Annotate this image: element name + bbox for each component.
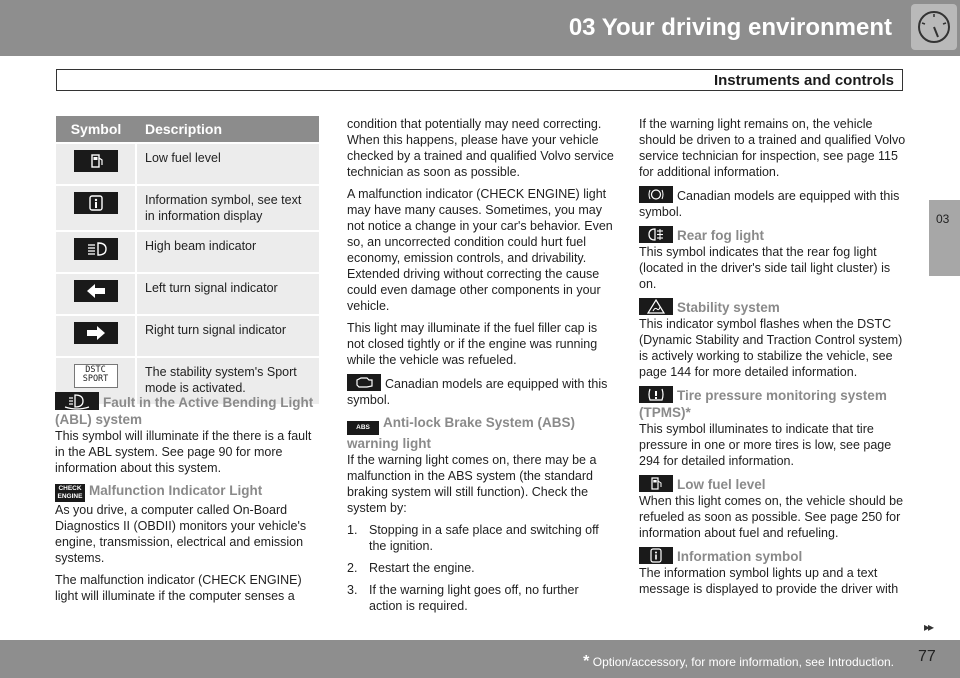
low-fuel-heading: Low fuel level — [639, 475, 907, 493]
fuel-pump-icon — [639, 475, 673, 492]
engine-icon — [347, 374, 381, 391]
table-cell-description: Low fuel level — [136, 143, 319, 185]
table-cell-description: Left turn signal indicator — [136, 273, 319, 315]
symbol-column-header: Symbol — [56, 116, 136, 143]
footnote: * Option/accessory, for more information, see Introduction. — [583, 653, 894, 670]
page-number: 77 — [918, 648, 936, 665]
information-icon — [74, 192, 118, 214]
table-cell-description: High beam indicator — [136, 231, 319, 273]
list-item: 2. Restart the engine. — [347, 561, 475, 575]
tpms-text: This symbol illuminates to indicate that tire pressure in one or more tires is low, see page 294 for detailed information. — [639, 422, 892, 468]
canadian-note: Canadian models are equipped with this symbol. — [347, 374, 615, 408]
list-item: 1. Stopping in a safe place and switching off the ignition. — [347, 523, 599, 553]
table-row — [56, 231, 319, 273]
table-cell-description: Right turn signal indicator — [136, 315, 319, 357]
description-column-header: Description — [136, 116, 319, 143]
paragraph: A malfunction indicator (CHECK ENGINE) light may have many causes. Sometimes, you may not notice a change in your car's behavior. Even so, an uncorrected condition could hurt fuel economy, emission controls, and drivability. Extended driving without correcting the cause could even damage other components in your vehicle. — [347, 187, 613, 313]
tpms-heading: Tire pressure monitoring system (TPMS)* — [639, 388, 887, 420]
abl-text: This symbol will illuminate if the there is a fault in the ABL system. See page 90 for more information about this system. — [55, 429, 312, 475]
table-cell-description: The stability system's Sport mode is activated. — [136, 357, 319, 404]
bending-light-icon — [55, 392, 99, 410]
left-arrow-icon — [74, 280, 118, 302]
stability-text: This indicator symbol flashes when the DSTC (Dynamic Stability and Traction Control system) is actively working to stabilize the vehicle, see page 144 for more detailed information. — [639, 317, 903, 379]
fuel-pump-icon — [74, 150, 118, 172]
abs-text: If the warning light comes on, there may be a malfunction in the ABS system (the standard braking system will still function). Check the system by: — [347, 453, 597, 515]
section-bar — [56, 69, 903, 91]
abs-heading: ABS Anti-lock Brake System (ABS) warning light — [347, 415, 576, 451]
mil-text-2: The malfunction indicator (CHECK ENGINE) light will illuminate if the computer senses a — [55, 573, 302, 603]
stability-heading: Stability system — [639, 298, 907, 316]
paragraph: condition that potentially may need correcting. When this happens, please have your vehicle checked by a trained and qualified Volvo service technician as soon as possible. — [347, 117, 614, 179]
column-3 — [639, 116, 907, 603]
tire-pressure-icon — [639, 386, 673, 403]
high-beam-icon — [74, 238, 118, 260]
dstc-sport-icon — [74, 364, 118, 388]
rear-fog-text: This symbol indicates that the rear fog light (located in the driver's side tail light cluster) is on. — [639, 245, 891, 291]
chapter-title: 03 Your driving environment — [568, 14, 892, 41]
brake-warning-icon — [639, 186, 673, 203]
abs-steps — [347, 522, 615, 614]
table-cell-description: Information symbol, see text in information display — [136, 185, 319, 231]
rear-fog-heading: Rear fog light — [639, 226, 907, 244]
information-icon — [639, 547, 673, 564]
table-row — [56, 185, 319, 231]
section-title: Instruments and controls — [713, 72, 894, 89]
table-header-row — [56, 116, 319, 143]
paragraph: If the warning light remains on, the vehicle should be driven to a trained and qualified Volvo service technician for inspection, see page 115 for additional information. — [639, 117, 906, 179]
sport-line: SPORT — [82, 374, 109, 384]
information-text: The information symbol lights up and a text message is displayed to provide the driver with — [639, 566, 899, 596]
check-engine-icon: CHECK ENGINE — [55, 484, 85, 502]
information-heading: Information symbol — [639, 547, 907, 565]
abl-heading: Fault in the Active Bending Light (ABL) system — [55, 392, 321, 428]
continue-arrows: ▸▸ — [924, 620, 933, 634]
low-fuel-text: When this light comes on, the vehicle should be refueled as soon as possible. See page 250 for information about fuel and refueling. — [639, 494, 904, 540]
symbol-table — [56, 116, 319, 404]
mil-heading: CHECK ENGINE Malfunction Indicator Light — [55, 482, 321, 502]
abs-icon: ABS — [347, 421, 379, 435]
rear-fog-light-icon — [639, 226, 673, 243]
list-item: 3. If the warning light goes off, no further action is required. — [347, 583, 579, 613]
table-row — [56, 315, 319, 357]
gauge-icon — [911, 4, 957, 50]
right-arrow-icon — [74, 322, 118, 344]
mil-text-1: As you drive, a computer called On-Board Diagnostics II (OBDII) monitors your vehicle's engine, transmission, electrical and emission systems. — [55, 503, 307, 565]
column-1 — [55, 388, 321, 610]
dstc-line: DSTC — [85, 365, 106, 375]
canadian-note: Canadian models are equipped with this symbol. — [639, 186, 907, 220]
chapter-tab-number: 03 — [936, 212, 950, 226]
column-2 — [347, 116, 615, 620]
table-row — [56, 143, 319, 185]
table-row — [56, 273, 319, 315]
paragraph: This light may illuminate if the fuel filler cap is not closed tightly or if the engine was running while the vehicle was refueled. — [347, 321, 598, 367]
stability-icon — [639, 298, 673, 315]
